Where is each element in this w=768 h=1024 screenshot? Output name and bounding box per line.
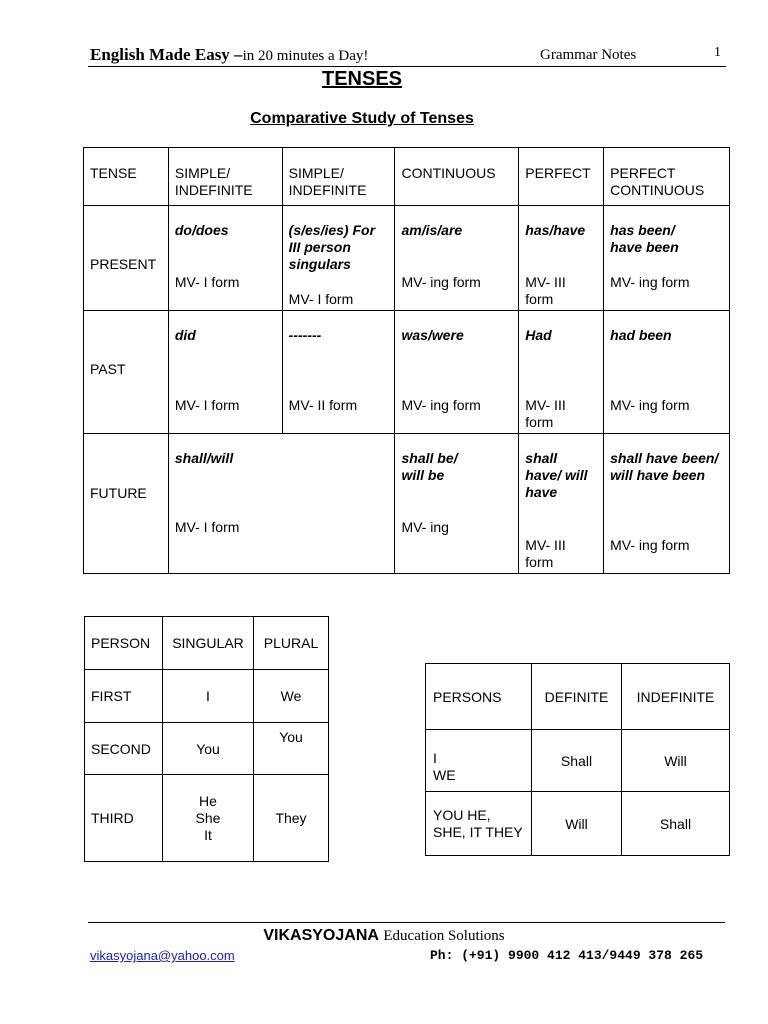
page-subtitle: Comparative Study of Tenses	[250, 110, 474, 127]
table-row	[85, 775, 329, 862]
past-simple-form-2: MV- II form	[288, 397, 358, 413]
header-cell-perfect-continuous: PERFECT CONTINUOUS	[610, 165, 705, 198]
email-link[interactable]: vikasyojana@yahoo.com	[90, 948, 235, 963]
future-perfect-continuous-form: MV- ing form	[610, 537, 690, 553]
future-perfect-form: MV- III form	[525, 537, 566, 570]
past-perfect-continuous-aux: had been	[610, 327, 672, 343]
header-cell-tense: TENSE	[90, 165, 137, 181]
singular-cell: You	[163, 723, 254, 775]
page-number: 1	[714, 45, 721, 60]
table-row	[85, 723, 329, 775]
person-cell: THIRD	[85, 775, 163, 862]
row-label-past: PAST	[90, 361, 126, 377]
table-header-row	[84, 148, 730, 206]
company-suffix: Education Solutions	[383, 928, 505, 944]
person-cell: FIRST	[85, 670, 163, 723]
table-row-present	[84, 206, 730, 311]
present-continuous-aux: am/is/are	[401, 222, 463, 238]
persons-list: I WE	[433, 749, 456, 783]
header-brand	[90, 45, 368, 65]
indefinite-cell: Will	[622, 730, 730, 792]
tagline-text: in 20 minutes a Day!	[242, 48, 369, 64]
present-continuous-form: MV- ing form	[401, 274, 481, 290]
person-cell: SECOND	[85, 723, 163, 775]
table-row-past	[84, 311, 730, 434]
past-perfect-aux: Had	[525, 327, 552, 343]
future-continuous-aux: shall be/ will be	[401, 450, 458, 483]
present-perfect-continuous-aux: has been/ have been	[610, 222, 679, 255]
header-cell-simple-1: SIMPLE/ INDEFINITE	[174, 165, 253, 198]
page-title: TENSES	[321, 68, 403, 90]
plural-header: PLURAL	[254, 617, 329, 670]
present-perfect-form: MV- III form	[525, 274, 566, 307]
definite-cell: Will	[532, 792, 622, 856]
persons-list: YOU HE, SHE, IT THEY	[433, 806, 523, 840]
past-continuous-aux: was/were	[401, 327, 464, 343]
brand-text: English Made Easy –	[90, 45, 243, 64]
past-perfect-continuous-form: MV- ing form	[610, 397, 690, 413]
singular-header: SINGULAR	[163, 617, 254, 670]
past-simple-form: MV- I form	[174, 397, 240, 413]
present-simple-form-2: MV- I form	[288, 291, 354, 307]
footer-divider	[88, 922, 725, 923]
table-row	[426, 730, 730, 792]
header-cell-continuous: CONTINUOUS	[401, 165, 496, 181]
future-continuous-form: MV- ing	[401, 519, 449, 535]
header-cell-simple-2: SIMPLE/ INDEFINITE	[288, 165, 367, 198]
footer-company	[0, 927, 768, 945]
definite-cell: Shall	[532, 730, 622, 792]
future-perfect-continuous-aux: shall have been/ will have been	[610, 450, 719, 483]
persons-cell	[426, 730, 532, 792]
row-label-future: FUTURE	[90, 485, 147, 501]
past-continuous-form: MV- ing form	[401, 397, 481, 413]
header-divider	[88, 66, 726, 67]
table-row	[426, 792, 730, 856]
person-table	[84, 616, 329, 862]
past-perfect-form: MV- III form	[525, 397, 566, 430]
persons-header: PERSONS	[426, 664, 532, 730]
singular-cell	[163, 775, 254, 862]
company-name: VIKASYOJANA	[263, 927, 379, 944]
indefinite-cell: Shall	[622, 792, 730, 856]
header-notes: Grammar Notes	[540, 47, 637, 63]
table-row	[85, 670, 329, 723]
plural-cell: They	[254, 775, 329, 862]
future-simple-aux: shall/will	[174, 450, 234, 466]
past-simple-dash: -------	[288, 327, 322, 343]
plural-cell: We	[254, 670, 329, 723]
persons-cell	[426, 792, 532, 856]
definite-header: DEFINITE	[532, 664, 622, 730]
present-simple-form: MV- I form	[174, 274, 240, 290]
tense-table	[83, 147, 730, 574]
present-perfect-aux: has/have	[525, 222, 586, 238]
header-cell-perfect: PERFECT	[525, 165, 591, 181]
future-simple-form: MV- I form	[174, 519, 240, 535]
persons-table	[425, 663, 730, 856]
row-label-present: PRESENT	[90, 256, 157, 272]
phone-number: Ph: (+91) 9900 412 413/9449 378 265	[430, 948, 704, 963]
singular-pronouns: He She It	[195, 792, 221, 843]
future-perfect-aux: shall have/ will have	[525, 450, 588, 500]
indefinite-header: INDEFINITE	[622, 664, 730, 730]
person-header: PERSON	[85, 617, 163, 670]
present-perfect-continuous-form: MV- ing form	[610, 274, 690, 290]
plural-cell: You	[254, 723, 329, 775]
past-simple-aux: did	[174, 327, 196, 343]
present-simple-aux: do/does	[174, 222, 229, 238]
table-row-future	[84, 434, 730, 574]
present-simple-note: (s/es/ies) For III person singulars	[288, 222, 376, 272]
singular-cell: I	[163, 670, 254, 723]
